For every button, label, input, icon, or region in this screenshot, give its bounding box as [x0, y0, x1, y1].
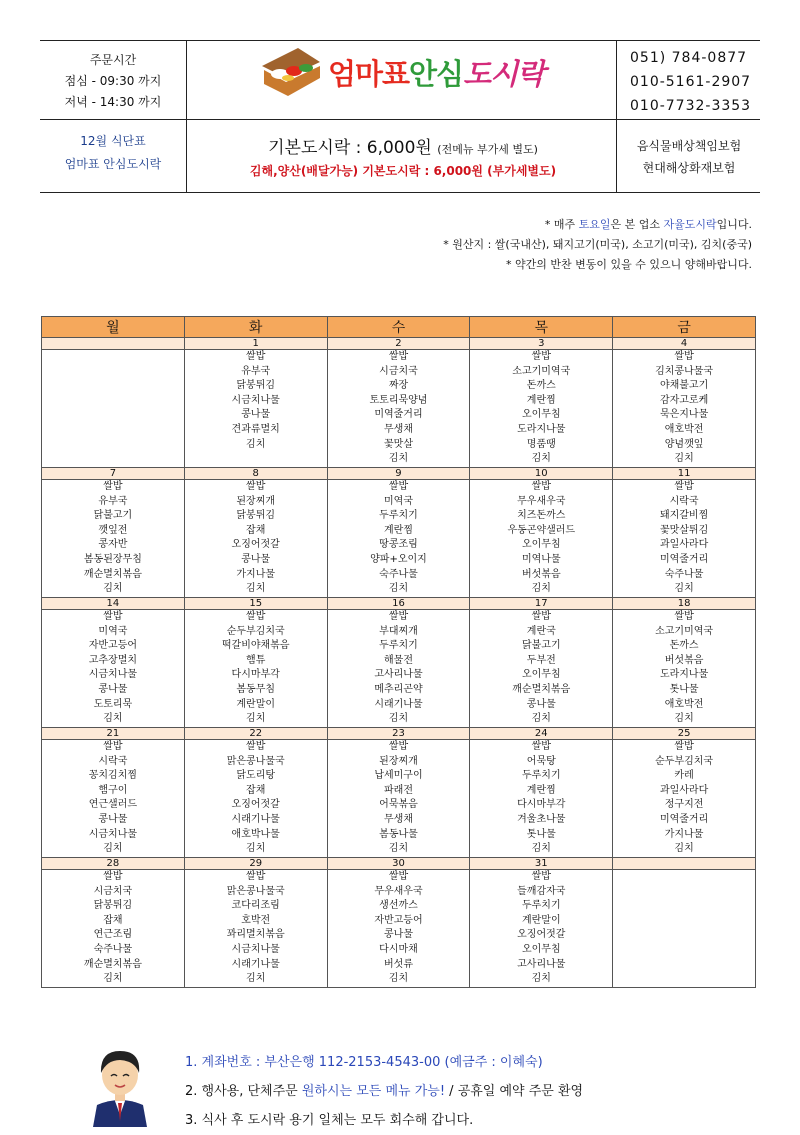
price-main-note: (전메뉴 부가세 별도) [437, 143, 538, 156]
staff-avatar-icon [85, 1043, 155, 1127]
insurance-line-2: 현대해상화재보험 [642, 161, 736, 175]
menu-item: 떡갈비야채볶음 [221, 640, 290, 652]
brand-name-part1: 엄마표 [328, 57, 410, 91]
menu-item: 순두부김치국 [655, 755, 714, 767]
menu-item: 쌀밥 [246, 351, 266, 362]
date-cell: 9 [327, 468, 470, 480]
menu-item: 쌀밥 [674, 741, 694, 752]
header-divider-left [186, 40, 187, 192]
menu-item: 봄동무침 [236, 683, 276, 695]
menu-item: 햄구이 [98, 784, 128, 796]
price-main [190, 133, 616, 158]
weekday-mon: 월 [42, 317, 185, 338]
menu-cell [42, 610, 185, 728]
menu-item: 오이무침 [521, 943, 561, 955]
menu-item: 쌀밥 [246, 741, 266, 752]
menu-cell [327, 870, 470, 988]
menu-item: 김치 [531, 713, 551, 725]
menu-item: 김치 [388, 583, 409, 595]
menu-item: 쌀밥 [388, 481, 409, 492]
header-top-rule [40, 40, 760, 41]
menu-cell [42, 480, 185, 598]
menu-item: 오이무침 [521, 669, 561, 681]
menu-item: 잡채 [246, 784, 266, 796]
menu-item: 꽃맛살 [384, 438, 413, 450]
menu-item: 쌀밥 [103, 871, 123, 882]
menu-item: 유부국 [98, 495, 128, 507]
menu-item: 김치 [103, 583, 123, 595]
menu-cell [327, 480, 470, 598]
menu-item: 과일사라다 [659, 784, 709, 796]
menu-item: 깨순멸치볶음 [83, 958, 142, 970]
menu-item: 도토리묵 [93, 698, 133, 710]
menu-item: 어묵탕 [526, 755, 556, 767]
date-cell: 4 [613, 338, 756, 350]
header-divider-right [616, 40, 617, 192]
menu-item: 쌀밥 [388, 871, 409, 882]
menu-item: 김치 [246, 843, 266, 855]
menu-item: 오징어젓갈 [231, 539, 280, 551]
weekday-fri: 금 [613, 317, 756, 338]
menu-item: 연근조림 [93, 929, 133, 941]
menu-item: 소고기미역국 [512, 365, 571, 377]
menu-item: 쌀밥 [531, 741, 551, 752]
menu-item: 쌀밥 [674, 481, 694, 492]
menu-item: 양파+오이지 [370, 553, 427, 565]
date-row [42, 468, 756, 480]
menu-item: 꽈리멸치볶음 [226, 929, 285, 941]
menu-item: 가지나물 [664, 828, 704, 840]
menu-item: 콩나물 [98, 813, 128, 825]
menu-item: 버섯볶음 [664, 654, 704, 666]
menu-item: 두부전 [526, 654, 556, 666]
menu-item: 쌀밥 [531, 871, 551, 882]
menu-item: 계란찜 [384, 524, 413, 536]
menu-item: 애호박나물 [231, 828, 280, 840]
header-mid-rule [40, 119, 760, 120]
menu-item: 쌀밥 [674, 611, 694, 622]
menu-cell [42, 350, 185, 468]
menu-item: 무우새우국 [517, 495, 566, 507]
menu-cell [327, 350, 470, 468]
menu-item: 쌀밥 [674, 351, 694, 362]
phone-1[interactable]: 051) 784-0877 [630, 50, 748, 66]
menu-title-brand: 엄마표 안심도시락 [64, 157, 162, 171]
menu-item: 들깨감자국 [517, 885, 566, 897]
note-origin: * 원산지 : 쌀(국내산), 돼지고기(미국), 소고기(미국), 김치(중국) [443, 238, 752, 251]
menu-item: 애호박전 [664, 698, 704, 710]
menu-item: 시금치나물 [88, 669, 138, 681]
order-hours-dinner: 저녁 - 14:30 까지 [64, 95, 162, 109]
date-cell: 16 [327, 598, 470, 610]
menu-item: 미역줄거리 [659, 553, 709, 565]
footer-group-order-highlight: 원하시는 모든 메뉴 가능! [301, 1084, 446, 1099]
menu-cell [613, 870, 756, 988]
menu-item: 김치 [674, 843, 694, 855]
menu-item: 김치 [674, 713, 694, 725]
brand-name-part2: 안심 [409, 57, 464, 91]
date-row [42, 728, 756, 740]
date-cell: 14 [42, 598, 185, 610]
menu-item: 카레 [674, 770, 694, 782]
date-cell: 24 [470, 728, 613, 740]
menu-item: 닭불고기 [521, 640, 561, 652]
menu-item: 시래기나물 [231, 958, 280, 970]
menu-item: 잡채 [103, 914, 123, 926]
menu-row [42, 740, 756, 858]
menu-item: 김치 [388, 973, 409, 985]
brand-name-part3: 도시락 [463, 57, 545, 91]
date-cell: 21 [42, 728, 185, 740]
menu-item: 오징어젓갈 [231, 799, 280, 811]
menu-item: 김치 [246, 973, 266, 985]
menu-item: 부대찌개 [379, 625, 418, 637]
menu-item: 도라지나물 [517, 423, 566, 435]
menu-item: 김치 [103, 713, 123, 725]
menu-cell [184, 480, 327, 598]
footer-info-list [185, 1048, 583, 1135]
menu-item: 쌀밥 [246, 481, 266, 492]
menu-item: 다시마채 [379, 943, 418, 955]
weekday-tue: 화 [184, 317, 327, 338]
menu-row [42, 480, 756, 598]
menu-item: 호박전 [241, 914, 271, 926]
menu-item: 맑은콩나물국 [226, 755, 285, 767]
note-saturday-day: 토요일 [578, 218, 611, 231]
notes [443, 215, 752, 275]
date-cell: 1 [184, 338, 327, 350]
menu-title-month: 12월 식단표 [80, 134, 146, 148]
menu-item: 다시마부각 [231, 669, 280, 681]
menu-item: 쌀밥 [103, 741, 123, 752]
menu-cell [327, 610, 470, 728]
menu-item: 쌀밥 [531, 481, 551, 492]
menu-item: 고사리나물 [517, 958, 566, 970]
menu-cell [470, 610, 613, 728]
lunchbox-icon [258, 44, 324, 98]
footer-container-return: 3. 식사 후 도시락 용기 일체는 모두 회수해 갑니다. [185, 1113, 474, 1128]
menu-item: 무생채 [384, 813, 413, 825]
menu-item: 콩나물 [241, 553, 271, 565]
menu-item: 두루치기 [379, 510, 418, 522]
menu-item: 오이무침 [521, 539, 561, 551]
menu-cell [327, 740, 470, 858]
menu-item: 김치 [388, 453, 409, 465]
date-cell: 18 [613, 598, 756, 610]
menu-item: 톳나물 [669, 683, 699, 695]
calendar-body [42, 338, 756, 988]
menu-item: 숙주나물 [379, 568, 418, 580]
weekday-header-row [42, 317, 756, 338]
date-cell: 7 [42, 468, 185, 480]
menu-item: 닭봉튀김 [236, 380, 276, 392]
menu-item: 자반고등어 [374, 914, 423, 926]
menu-item: 미역나물 [521, 553, 561, 565]
menu-item: 돈까스 [669, 640, 699, 652]
menu-item: 무우새우국 [374, 885, 423, 897]
order-hours [40, 50, 186, 113]
menu-item: 김치 [531, 453, 551, 465]
menu-item: 쌀밥 [103, 611, 123, 622]
menu-item: 숙주나물 [93, 943, 133, 955]
date-cell: 23 [327, 728, 470, 740]
menu-item: 파래전 [384, 784, 413, 796]
menu-item: 땅콩조림 [379, 539, 418, 551]
menu-item: 다시마부각 [517, 799, 566, 811]
menu-row [42, 610, 756, 728]
menu-item: 토토리묵양념 [369, 394, 428, 406]
menu-item: 숙주나물 [664, 568, 704, 580]
menu-cell [184, 740, 327, 858]
menu-item: 메추리곤약 [374, 683, 423, 695]
menu-item: 명품땡 [526, 438, 556, 450]
menu-item: 생선까스 [379, 900, 418, 912]
note-saturday-highlight: 자율도시락 [663, 218, 717, 231]
menu-item: 시금치나물 [88, 828, 138, 840]
menu-item: 콩자반 [98, 539, 128, 551]
menu-item: 콩나물 [526, 698, 556, 710]
menu-item: 소고기미역국 [655, 625, 714, 637]
weekday-thu: 목 [470, 317, 613, 338]
menu-item: 시금치나물 [231, 943, 280, 955]
menu-item: 깨순멸치볶음 [83, 568, 142, 580]
menu-item: 김치 [388, 713, 409, 725]
menu-item: 계란찜 [526, 784, 556, 796]
menu-item: 김치 [103, 973, 123, 985]
date-row [42, 338, 756, 350]
footer-group-order-prefix: 2. 행사용, 단체주문 [185, 1084, 302, 1099]
menu-item: 쌀밥 [388, 611, 409, 622]
menu-item: 김치 [531, 973, 551, 985]
menu-item: 두루치기 [379, 640, 418, 652]
menu-cell [613, 480, 756, 598]
date-cell: 29 [184, 858, 327, 870]
menu-item: 콩나물 [384, 929, 413, 941]
menu-item: 애호박전 [664, 423, 704, 435]
menu-item: 계란말이 [236, 698, 276, 710]
menu-item: 견과류멸치 [231, 423, 280, 435]
menu-cell [613, 350, 756, 468]
menu-cell [470, 740, 613, 858]
menu-item: 쌀밥 [246, 871, 266, 882]
date-cell: 31 [470, 858, 613, 870]
menu-item: 미역국 [98, 625, 128, 637]
date-cell: 28 [42, 858, 185, 870]
menu-item: 미역줄거리 [374, 409, 423, 421]
footer-group-order-suffix: / 공휴일 예약 주문 환영 [445, 1084, 584, 1099]
menu-item: 김치 [246, 583, 266, 595]
menu-item: 시금치국 [93, 885, 133, 897]
menu-row [42, 870, 756, 988]
menu-item: 시금치국 [379, 365, 418, 377]
menu-cell [42, 870, 185, 988]
menu-item: 햄튜 [246, 654, 266, 666]
date-cell: 22 [184, 728, 327, 740]
menu-item: 감자고로케 [659, 394, 709, 406]
menu-item: 김치 [531, 843, 551, 855]
menu-item: 잡채 [246, 524, 266, 536]
menu-item: 순두부김치국 [226, 625, 285, 637]
insurance-line-1: 음식물배상책임보험 [636, 139, 742, 153]
menu-cell [613, 740, 756, 858]
note-saturday [443, 215, 752, 235]
note-saturday-suffix: 입니다. [716, 218, 752, 231]
menu-cell [470, 870, 613, 988]
menu-calendar [41, 316, 756, 988]
menu-item: 꽃맛살튀김 [659, 524, 709, 536]
menu-item: 김치콩나물국 [655, 365, 714, 377]
menu-item: 김치 [103, 843, 123, 855]
weekday-wed: 수 [327, 317, 470, 338]
menu-item: 김치 [246, 438, 266, 450]
menu-item: 닭도리탕 [236, 770, 276, 782]
menu-item: 가지나물 [236, 568, 276, 580]
menu-item: 김치 [246, 713, 266, 725]
menu-cell [184, 870, 327, 988]
menu-item: 야채불고기 [659, 380, 709, 392]
footer-group-order [185, 1077, 583, 1106]
menu-item: 우동곤약샐러드 [507, 524, 576, 536]
menu-item: 겨울초나물 [517, 813, 566, 825]
menu-item: 짜장 [388, 380, 409, 392]
menu-item: 과일사라다 [659, 539, 709, 551]
date-cell: 8 [184, 468, 327, 480]
menu-item: 해물전 [384, 654, 413, 666]
date-row [42, 858, 756, 870]
menu-item: 고추장멸치 [88, 654, 138, 666]
menu-item: 계란찜 [526, 394, 556, 406]
menu-item: 미역줄거리 [659, 813, 709, 825]
menu-item: 닭불고기 [93, 510, 133, 522]
price-delivery: 김해,양산(배달가능) 기본도시락 : 6,000원 (부가세별도) [249, 164, 557, 178]
menu-item: 계란국 [526, 625, 556, 637]
date-cell: 11 [613, 468, 756, 480]
menu-item: 된장찌개 [236, 495, 276, 507]
note-saturday-mid: 은 본 업소 [610, 218, 664, 231]
menu-item: 연근샐러드 [88, 799, 138, 811]
menu-cell [470, 480, 613, 598]
date-cell: 30 [327, 858, 470, 870]
phone-2[interactable]: 010-5161-2907 [630, 74, 752, 90]
order-hours-lunch: 점심 - 09:30 까지 [64, 74, 162, 88]
menu-row [42, 350, 756, 468]
menu-item: 시금치나물 [231, 394, 280, 406]
menu-item: 정구지전 [664, 799, 704, 811]
menu-item: 양념깻잎 [664, 438, 704, 450]
menu-cell [184, 350, 327, 468]
date-cell: 2 [327, 338, 470, 350]
date-row [42, 598, 756, 610]
menu-cell [613, 610, 756, 728]
menu-item: 된장찌개 [379, 755, 418, 767]
menu-item: 꽁치김치찜 [88, 770, 138, 782]
menu-item: 김치 [531, 583, 551, 595]
note-change: * 약간의 반찬 변동이 있을 수 있으니 양해바랍니다. [506, 258, 752, 271]
menu-item: 쌀밥 [531, 351, 551, 362]
menu-item: 쌀밥 [103, 481, 123, 492]
menu-item: 시래기나물 [374, 698, 423, 710]
date-cell: 25 [613, 728, 756, 740]
menu-item: 도라지나물 [659, 669, 709, 681]
menu-item: 납세미구이 [374, 770, 423, 782]
menu-item: 봄동된장무침 [83, 553, 142, 565]
menu-item: 맑은콩나물국 [226, 885, 285, 897]
menu-cell [184, 610, 327, 728]
menu-item: 쌀밥 [246, 611, 266, 622]
menu-item: 무생채 [384, 423, 413, 435]
menu-item: 오징어젓갈 [517, 929, 566, 941]
menu-item: 자반고등어 [88, 640, 138, 652]
menu-item: 유부국 [241, 365, 271, 377]
menu-item: 고사리나물 [374, 669, 423, 681]
header [40, 40, 760, 192]
date-cell: 17 [470, 598, 613, 610]
menu-item: 시래기나물 [231, 813, 280, 825]
brand-logo [258, 44, 558, 102]
menu-item: 닭봉튀김 [236, 510, 276, 522]
menu-item: 시락국 [98, 755, 128, 767]
menu-item: 버섯류 [384, 958, 413, 970]
menu-item: 깻잎전 [98, 524, 128, 536]
menu-item: 두루치기 [521, 900, 561, 912]
menu-item: 김치 [674, 583, 694, 595]
menu-item: 미역국 [384, 495, 413, 507]
order-hours-title: 주문시간 [89, 53, 137, 67]
date-cell: 10 [470, 468, 613, 480]
menu-item: 김치 [388, 843, 409, 855]
date-cell: 15 [184, 598, 327, 610]
menu-item: 치즈돈까스 [517, 510, 566, 522]
header-bottom-rule [40, 192, 760, 193]
menu-item: 쌀밥 [388, 351, 409, 362]
insurance-info [618, 135, 760, 179]
footer [85, 1043, 765, 1133]
note-saturday-prefix: * 매주 [544, 218, 579, 231]
menu-item: 쌀밥 [388, 741, 409, 752]
menu-item: 오이무침 [521, 409, 561, 421]
menu-item: 닭봉튀김 [93, 900, 133, 912]
menu-item: 어묵볶음 [379, 799, 418, 811]
price-main-text: 기본도시락 : 6,000원 [268, 138, 432, 158]
menu-item: 봄동나물 [379, 828, 418, 840]
brand-name [328, 52, 544, 93]
date-cell: 3 [470, 338, 613, 350]
date-cell [613, 858, 756, 870]
menu-title [40, 130, 186, 176]
menu-item: 돼지갈비찜 [659, 510, 709, 522]
menu-item: 콩나물 [98, 683, 128, 695]
menu-item: 버섯볶음 [521, 568, 561, 580]
phone-numbers [630, 46, 751, 118]
menu-item: 계란말이 [521, 914, 561, 926]
footer-bank-account: 1. 계좌번호 : 부산은행 112-2153-4543-00 (예금주 : 이혜숙) [185, 1055, 543, 1070]
phone-3[interactable]: 010-7732-3353 [630, 98, 752, 114]
menu-item: 쌀밥 [531, 611, 551, 622]
menu-item: 돈까스 [526, 380, 556, 392]
menu-item: 코다리조림 [231, 900, 280, 912]
menu-item: 김치 [674, 453, 694, 465]
menu-cell [470, 350, 613, 468]
menu-item: 톳나물 [526, 828, 556, 840]
menu-cell [42, 740, 185, 858]
date-cell [42, 338, 185, 350]
menu-item: 두루치기 [521, 770, 561, 782]
menu-item: 시락국 [669, 495, 699, 507]
menu-item: 깨순멸치볶음 [512, 683, 571, 695]
menu-item: 콩나물 [241, 409, 271, 421]
menu-item: 묵은지나물 [659, 409, 709, 421]
